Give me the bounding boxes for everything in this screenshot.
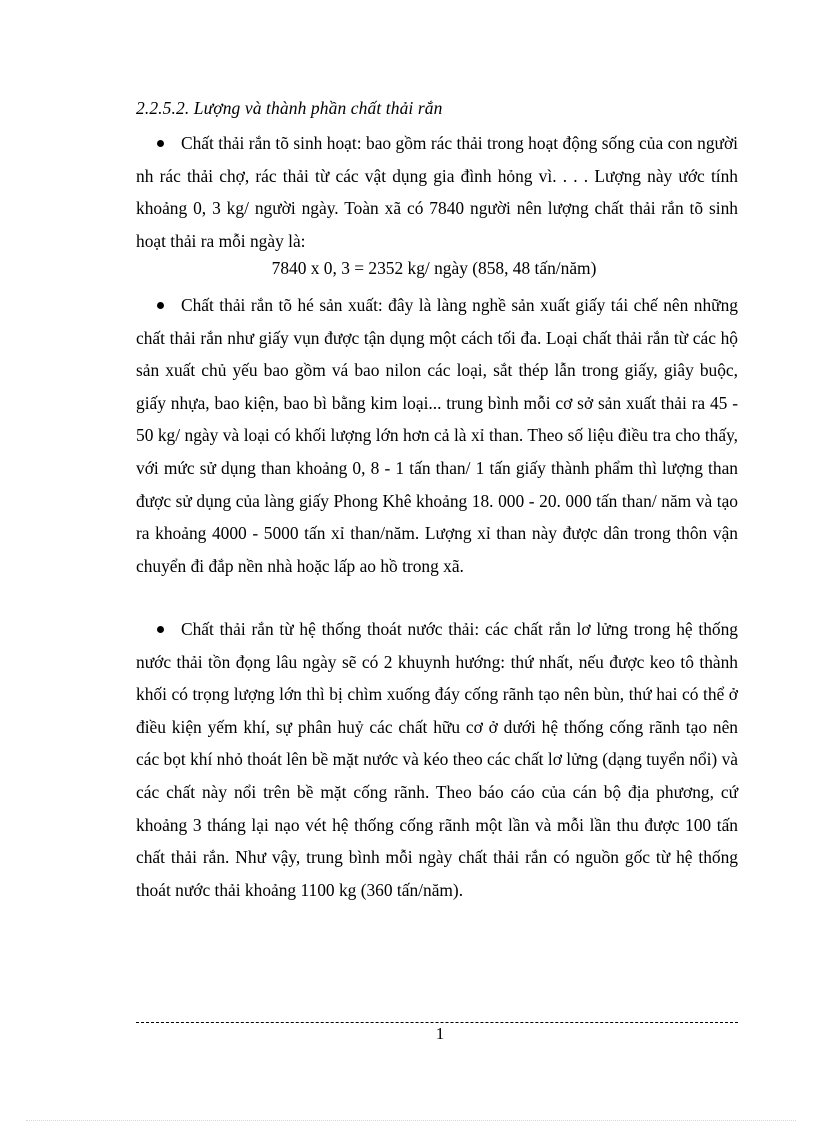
page-bottom-border [26, 1120, 796, 1121]
bullet-paragraph-drainage-waste [136, 613, 738, 906]
paragraph-text: Chất thải rắn tõ hé sản xuất: đây là làng nghề sản xuất giấy tái chế nên những chất thải rắn như giấy vụn được tận dụng một cách tối đa. Loại chất thải rắn từ các hộ sản xuất chủ yếu bao gồm vá bao nilon các loại, sắt thép lẫn trong giấy, giây buộc, giấy nhựa, bao kiện, bao bì bằng kim loại... trung bình mỗi cơ sở sản xuất thải ra 45 - 50 kg/ ngày và loại có khối lượng lớn hơn cả là xỉ than. Theo số liệu điều tra cho thấy, với mức sử dụng than khoảng 0, 8 - 1 tấn than/ 1 tấn giấy thành phẩm thì lượng than được sử dụng của làng giấy Phong Khê khoảng 18. 000 - 20. 000 tấn than/ năm và tạo ra khoảng 4000 - 5000 tấn xỉ than/năm. Lượng xỉ than này được dân trong thôn vận chuyển đi đắp nền nhà hoặc lấp ao hồ trong xã. [136, 295, 738, 576]
bullet-paragraph-household-waste [136, 127, 738, 257]
section-heading: 2.2.5.2. Lượng và thành phần chất thải rắn [136, 98, 443, 118]
paragraph-text: Chất thải rắn từ hệ thống thoát nước thải: các chất rắn lơ lửng trong hệ thống nước thải tồn đọng lâu ngày sẽ có 2 khuynh hướng: thứ nhất, nếu được keo tô thành khối có trọng lượng lớn thì bị chìm xuống đáy cống rãnh tạo nên bùn, thứ hai có thể ở điều kiện yếm khí, sự phân huỷ các chất hữu cơ ở dưới hệ thống cống rãnh tạo nên các bọt khí nhỏ thoát lên bề mặt nước và kéo theo các chất lơ lửng (dạng tuyển nổi) và các chất này nổi trên bề mặt cống rãnh. Theo báo cáo của cán bộ địa phương, cứ khoảng 3 tháng lại nạo vét hệ thống cống rãnh một lần và mỗi lần thu được 100 tấn chất thải rắn. Như vậy, trung bình mỗi ngày chất thải rắn có nguồn gốc từ hệ thống thoát nước thải khoảng 1100 kg (360 tấn/năm). [136, 619, 738, 900]
paragraph-text: Chất thải rắn tõ sinh hoạt: bao gồm rác thải trong hoạt động sống của con người nh rác thải chợ, rác thải từ các vật dụng gia đình hỏng vì. . . . Lượng này ước tính khoảng 0, 3 kg/ người ngày. Toàn xã có 7840 người nên lượng chất thải rắn tõ sinh hoạt thải ra mỗi ngày là: [136, 133, 738, 251]
footer-divider [136, 1022, 738, 1023]
bullet-paragraph-production-waste [136, 289, 738, 582]
page-number: 1 [435, 1024, 445, 1043]
bullet-icon [157, 140, 164, 147]
bullet-icon [157, 626, 164, 633]
formula-line: 7840 x 0, 3 = 2352 kg/ ngày (858, 48 tấn/năm) [271, 258, 597, 278]
bullet-icon [157, 302, 164, 309]
